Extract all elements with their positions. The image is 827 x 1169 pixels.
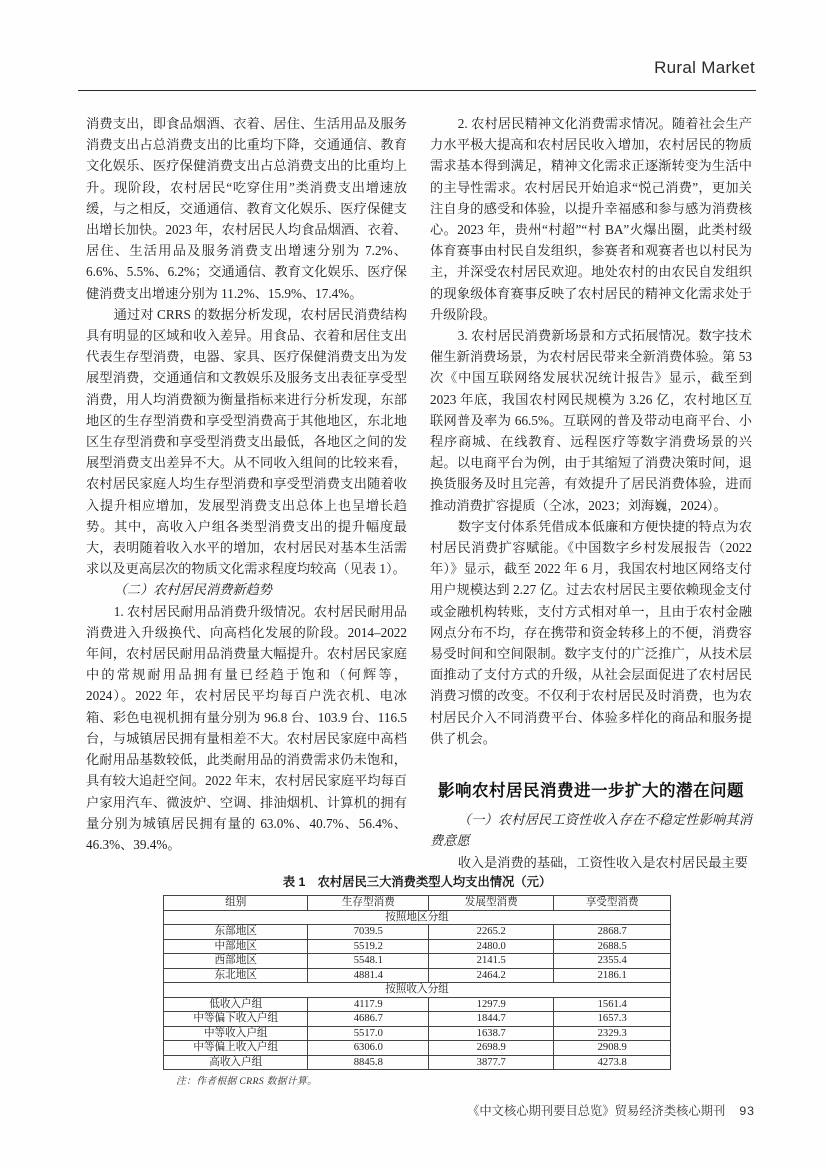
- journal-running-head: Rural Market: [654, 58, 755, 77]
- table-cell: 高收入户组: [164, 1055, 308, 1070]
- table-cell: 2141.5: [429, 954, 554, 969]
- body-paragraph: 2. 农村居民精神文化消费需求情况。随着社会生产力水平极大提高和农村居民收入增加，农村居民的物质需求基本得到满足，精神文化需求正逐渐转变为生活中的主导性需求。农村居民开始追求“悦己消费”，更加关注自身的感受和体验，以提升幸福感和参与感为消费核心。2023 年，贵州“村超”“村 BA”火爆出圈，此类村级体育赛事由村民自发组织，参赛者和观赛者也以村民为主，并深受农村居民欢迎。地处农村的由农民自发组织的现象级体育赛事反映了农村居民的精神文化需求处于升级阶段。: [430, 116, 752, 322]
- table-cell: 2698.9: [429, 1041, 554, 1056]
- subsection-heading: （一）农村居民工资性收入存在不稳定性影响其消费意愿: [430, 812, 752, 849]
- right-column: [430, 113, 752, 873]
- table-cell: 4881.4: [308, 968, 429, 983]
- page-footer: [467, 1101, 755, 1119]
- table-group-row: [164, 983, 671, 998]
- table-group-label: 按照收入分组: [164, 983, 671, 998]
- table-cell: 1844.7: [429, 1012, 554, 1027]
- table-body: [164, 910, 671, 1070]
- table-cell: 2464.2: [429, 968, 554, 983]
- table-group-label: 按照地区分组: [164, 910, 671, 925]
- table-cell: 2265.2: [429, 925, 554, 940]
- table-cell: 5519.2: [308, 939, 429, 954]
- table-row: [164, 1055, 671, 1070]
- table-cell: 1297.9: [429, 997, 554, 1012]
- table-row: [164, 954, 671, 969]
- footer-journal-info: 《中文核心期刊要目总览》贸易经济类核心期刊: [467, 1104, 726, 1118]
- table-cell: 5548.1: [308, 954, 429, 969]
- left-column: [86, 113, 407, 855]
- consumption-table: [163, 895, 671, 1070]
- table-cell: 2480.0: [429, 939, 554, 954]
- table-row: [164, 1041, 671, 1056]
- body-paragraph: 通过对 CRRS 的数据分析发现，农村居民消费结构具有明显的区域和收入差异。用食品、衣着和居住支出代表生存型消费，电器、家具、医疗保健消费支出为发展型消费，交通通信和文教娱乐及服务支出表征享受型消费，用人均消费额为衡量指标来进行分析发现，东部地区的生存型消费和享受型消费高于其他地区，东北地区生存型消费和享受型消费支出最低，各地区之间的发展型消费支出差异不大。从不同收入组间的比较来看，农村居民家庭人均生存型消费和享受型消费支出随着收入提升相应增加，发展型消费支出总体上也呈增长趋势。其中，高收入户组各类型消费支出的提升幅度最大，表明随着收入水平的增加，农村居民对基本生活需求以及更高层次的物质文化需求程度均较高（见表 1）。: [86, 306, 407, 577]
- table-row: [164, 1012, 671, 1027]
- table-header-row: [164, 896, 671, 911]
- body-paragraph: 数字支付体系凭借成本低廉和方便快捷的特点为农村居民消费扩容赋能。《中国数字乡村发展报告（2022 年）》显示，截至 2022 年 6 月，我国农村地区网络支付用户规模达到 2.27 亿。过去农村居民主要依赖现金支付或金融机构转账，支付方式相对单一，且由于农村金融网点分布不均，存在携带和资金转移上的不便，消费容易受时间和空间限制。数字支付的广泛推广，从技术层面推动了支付方式的升级，从社会层面促进了农村居民消费习惯的改变。不仅利于农村居民及时消费，也为农村居民介入不同消费平台、体验多样化的商品和服务提供了机会。: [430, 518, 752, 746]
- table-header-cell: 组别: [164, 896, 308, 911]
- table-cell: 3877.7: [429, 1055, 554, 1070]
- table-row: [164, 925, 671, 940]
- table-header-cell: 享受型消费: [554, 896, 671, 911]
- table-cell: 2688.5: [554, 939, 671, 954]
- table-cell: 2186.1: [554, 968, 671, 983]
- table-cell: 西部地区: [164, 954, 308, 969]
- table-row: [164, 1026, 671, 1041]
- table-cell: 7039.5: [308, 925, 429, 940]
- table-cell: 4273.8: [554, 1055, 671, 1070]
- table-header-cell: 发展型消费: [429, 896, 554, 911]
- body-paragraph: 3. 农村居民消费新场景和方式拓展情况。数字技术催生新消费场景，为农村居民带来全新消费体验。第 53 次《中国互联网络发展状况统计报告》显示，截至到 2023 年底，我国农村网民规模为 3.26 亿，农村地区互联网普及率为 66.5%。互联网的普及带动电商平台、小程序商城、在线教育、远程医疗等数字消费场景的兴起。以电商平台为例，由于其缩短了消费决策时间，退换货服务及时且完善，有效提升了居民消费体验，进而推动消费扩容提质（仝冰，2023；刘海巍，2024）。: [430, 328, 752, 513]
- header-divider: [78, 90, 756, 91]
- table-row: [164, 997, 671, 1012]
- table-cell: 6306.0: [308, 1041, 429, 1056]
- table-group-row: [164, 910, 671, 925]
- table-cell: 中部地区: [164, 939, 308, 954]
- table-cell: 中等偏下收入户组: [164, 1012, 308, 1027]
- table-cell: 1561.4: [554, 997, 671, 1012]
- table-header-cell: 生存型消费: [308, 896, 429, 911]
- table-cell: 2355.4: [554, 954, 671, 969]
- body-paragraph: 消费支出，即食品烟酒、衣着、居住、生活用品及服务消费支出占总消费支出的比重均下降，交通通信、教育文化娱乐、医疗保健消费支出占总消费支出的比重均上升。现阶段，农村居民“吃穿住用”类消费支出增速放缓，与之相反，交通通信、教育文化娱乐、医疗保健支出增长加快。2023 年，农村居民人均食品烟酒、衣着、居住、生活用品及服务消费支出增速分别为 7.2%、6.6%、5.5%、6.2%；交通通信、教育文化娱乐、医疗保健消费支出增速分别为 11.2%、15.9%、17.4%。: [86, 116, 407, 301]
- body-paragraph: 1. 农村居民耐用品消费升级情况。农村居民耐用品消费进入升级换代、向高档化发展的阶段。2014–2022 年间，农村居民耐用品消费量大幅提升。农村居民家庭中的常规耐用品拥有量已经趋于饱和（何辉等，2024）。2022 年，农村居民平均每百户洗衣机、电冰箱、彩色电视机拥有量分别为 96.8 台、103.9 台、116.5 台，与城镇居民拥有量相差不大。农村居民家庭中高档化耐用品基数较低，此类耐用品的消费需求仍未饱和，具有较大追赶空间。2022 年末，农村居民家庭平均每百户家用汽车、微波炉、空调、排油烟机、计算机的拥有量分别为城镇居民拥有量的 63.0%、40.7%、56.4%、46.3%、39.4%。: [86, 603, 407, 852]
- table-cell: 低收入户组: [164, 997, 308, 1012]
- section-heading: 影响农村居民消费进一步扩大的潜在问题: [438, 782, 744, 801]
- subsection-heading: （二）农村居民消费新趋势: [113, 582, 272, 598]
- table-cell: 8845.8: [308, 1055, 429, 1070]
- table-cell: 2329.3: [554, 1026, 671, 1041]
- table-cell: 东部地区: [164, 925, 308, 940]
- table-cell: 中等偏上收入户组: [164, 1041, 308, 1056]
- table-cell: 5517.0: [308, 1026, 429, 1041]
- body-paragraph: 收入是消费的基础，工资性收入是农村居民最主要: [457, 854, 748, 870]
- table-caption: 表 1 农村居民三大消费类型人均支出情况（元）: [282, 875, 552, 889]
- table-cell: 东北地区: [164, 968, 308, 983]
- page-number: 93: [739, 1104, 755, 1118]
- table-cell: 中等收入户组: [164, 1026, 308, 1041]
- table-cell: 4117.9: [308, 997, 429, 1012]
- table-row: [164, 939, 671, 954]
- table-cell: 2868.7: [554, 925, 671, 940]
- table-row: [164, 968, 671, 983]
- table-note: 注：作者根据 CRRS 数据计算。: [176, 1076, 318, 1087]
- table-cell: 2908.9: [554, 1041, 671, 1056]
- table-cell: 4686.7: [308, 1012, 429, 1027]
- table-cell: 1657.3: [554, 1012, 671, 1027]
- table-cell: 1638.7: [429, 1026, 554, 1041]
